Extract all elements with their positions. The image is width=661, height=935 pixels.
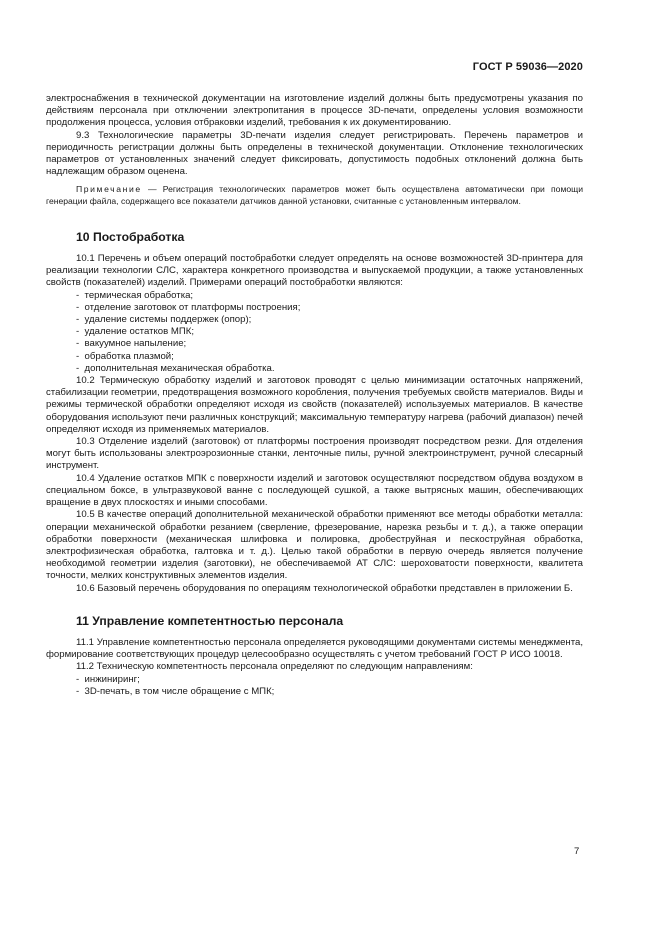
paragraph-10-6: 10.6 Базовый перечень оборудования по операциям технологической обработки представлен в приложении Б. [76, 582, 573, 594]
list-item: - вакуумное напыление; [46, 338, 583, 350]
paragraph-10-2: 10.2 Термическую обработку изделий и заготовок проводят с целью минимизации остаточных напряжений, стабилизации геометрии, предотвращения возможного коробления, получения требуемых свойств материалов. Виды и режимы термической обработки определяют исходя из свойств (показателей) используемых материалов. В качестве оборудования используют печи различных конструкций; максимальную температуру нагрева (рабочий диапазон) печей определяют исходя из применяемых материалов. [46, 375, 583, 435]
note-label: Примечание [76, 184, 142, 195]
note [46, 184, 583, 206]
section-10-title: 10 Постобработка [76, 229, 185, 244]
paragraph-11-2: 11.2 Техническую компетентность персонала определяют по следующим направлениям: [76, 661, 473, 673]
paragraph-11-1: 11.1 Управление компетентностью персонала определяется руководящими документами системы менеджмента, формирование соответствующих процедур целесообразно осуществлять с учетом требований ГОСТ Р ИСО 10018. [46, 636, 583, 661]
paragraph-10-3: 10.3 Отделение изделий (заготовок) от платформы построения производят посредством резки. Для отделения могут быть использованы электроэрозионные станки, ленточные пилы, ручной электроинструмент, ручной слесарный инструмент. [46, 436, 583, 472]
list-item: - обработка плазмой; [46, 351, 583, 363]
paragraph-9-3: 9.3 Технологические параметры 3D-печати изделия следует регистрировать. Перечень параметров и периодичность регистрации должны быть определены в технической документации. Отклонение технологических параметров от установленных значений следует фиксировать, допустимость подобных отклонений должна быть надлежащим образом оценена. [46, 129, 583, 178]
list-item: - дополнительная механическая обработка. [46, 363, 583, 375]
postprocessing-operations-list [46, 290, 583, 375]
list-item: - 3D-печать, в том числе обращение с МПК; [46, 686, 583, 698]
paragraph-10-1: 10.1 Перечень и объем операций постобработки следует определять на основе возможностей 3D-принтера для реализации технологии СЛС, характера конкретного производства и выпускаемой продукции, а также установленных свойств (показателей) изделий. Примерами операций постобработки являются: [46, 253, 583, 289]
list-item: - инжиниринг; [46, 674, 583, 686]
page-content [46, 93, 583, 698]
paragraph-10-4: 10.4 Удаление остатков МПК с поверхности изделий и заготовок осуществляют посредством обдува воздухом в специальном боксе, в ультразвуковой ванне с последующей сушкой, а также вытрясных машин, обеспечивающих вращение в двух плоскостях и иными способами. [46, 472, 583, 509]
paragraph-10-5: 10.5 В качестве операций дополнительной механической обработки применяют все методы обработки металла: операции механической обработки резанием (сверление, фрезерование, нарезка резьбы и т. д.), а также операции обработки поверхности (механическая шлифовка и полировка, дробеструйная и пескоструйная обработка, электрофизическая обработка, галтовка и т. д.). Целью такой обработки в первую очередь является получение необходимой геометрии изделия (заготовки), не обеспечиваемой АТ СЛС: шероховатости поверхности, квалитета точности, мелких конструктивных элементов изделия. [46, 509, 583, 582]
list-item: - удаление остатков МПК; [46, 326, 583, 338]
list-item: - удаление системы поддержек (опор); [46, 314, 583, 326]
section-11-title: 11 Управление компетентностью персонала [76, 613, 344, 628]
document-code: ГОСТ Р 59036—2020 [472, 61, 583, 73]
paragraph-continuation: электроснабжения в технической документации на изготовление изделий должны быть предусмотрены указания по действиям персонала при отключении электропитания в процессе 3D-печати, определены условия возможности продолжения процесса, условия отбраковки изделий, требования к их документированию. [46, 93, 583, 129]
note-text: — Регистрация технологических параметров может быть осуществлена автоматически при помощи генерации файла, содержащего все показатели датчиков данной установки, считанные с установленным интервалом. [46, 184, 583, 206]
list-item: - отделение заготовок от платформы построения; [46, 302, 583, 314]
competence-areas-list [46, 674, 583, 698]
page-number: 7 [574, 846, 580, 857]
list-item: - термическая обработка; [46, 290, 583, 302]
